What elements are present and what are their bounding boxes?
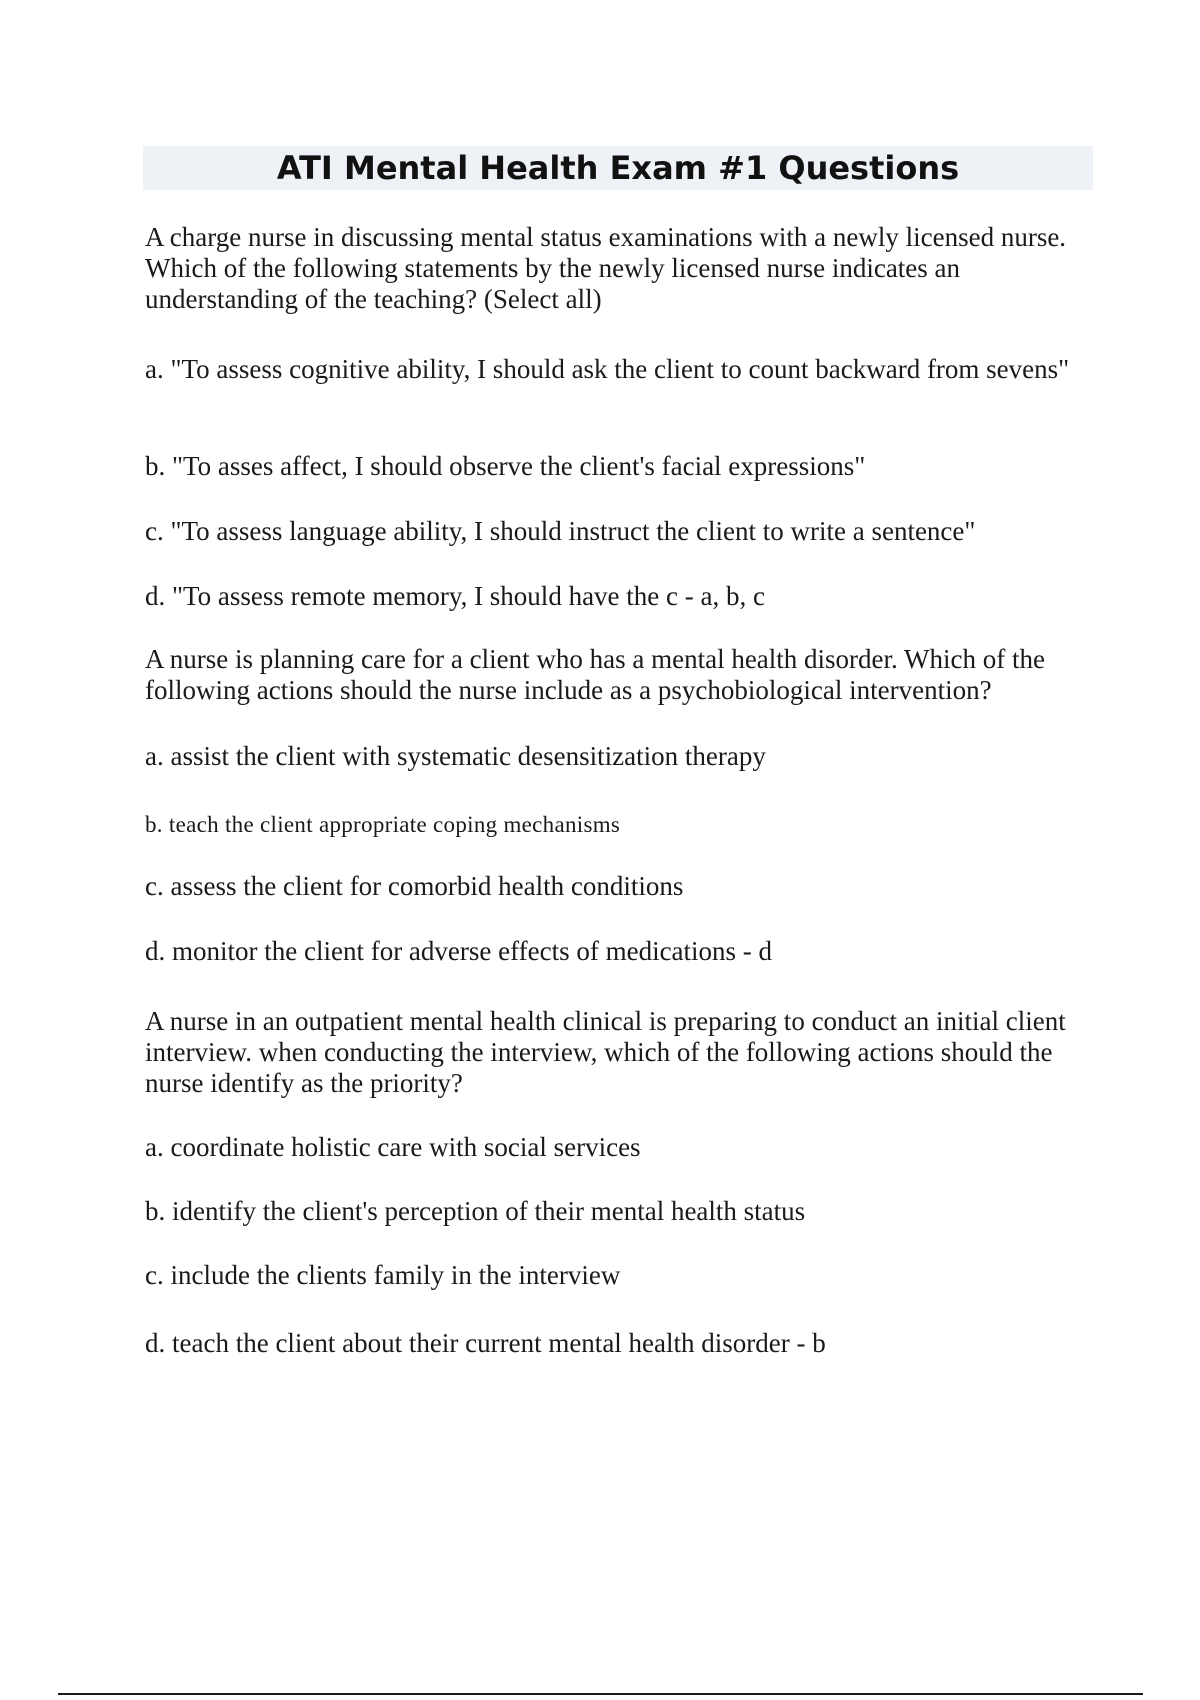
question-2-option-d: d. monitor the client for adverse effects of medications - d (145, 936, 773, 966)
question-2-option-c: c. assess the client for comorbid health conditions (145, 871, 684, 901)
question-1-option-a: a. "To assess cognitive ability, I should ask the client to count backward from sevens" (145, 354, 1070, 384)
question-3-option-c: c. include the clients family in the interview (145, 1260, 621, 1290)
question-1-option-b: b. "To asses affect, I should observe the client's facial expressions" (145, 451, 866, 481)
question-1-option-d: d. "To assess remote memory, I should have the c - a, b, c (145, 581, 765, 611)
page-title: ATI Mental Health Exam #1 Questions (276, 149, 960, 187)
question-2-option-a: a. assist the client with systematic desensitization therapy (145, 741, 766, 771)
question-1-option-c: c. "To assess language ability, I should instruct the client to write a sentence" (145, 516, 976, 546)
question-2-option-b: b. teach the client appropriate coping mechanisms (145, 812, 621, 837)
question-3-option-d: d. teach the client about their current mental health disorder - b (145, 1328, 826, 1358)
question-3-option-b: b. identify the client's perception of their mental health status (145, 1196, 806, 1226)
footer-rule (58, 1693, 1143, 1695)
question-2-stem: A nurse is planning care for a client who has a mental health disorder. Which of the following actions should the nurse include as a psychobiological intervention? (145, 644, 1045, 705)
question-1-stem: A charge nurse in discussing mental status examinations with a newly licensed nurse. Which of the following statements by the newly licensed nurse indicates an understanding of the teaching? (Select all) (145, 222, 1067, 314)
question-3-stem: A nurse in an outpatient mental health clinical is preparing to conduct an initial client interview. when conducting the interview, which of the following actions should the nurse identify as the priority? (145, 1006, 1066, 1098)
question-3-option-a: a. coordinate holistic care with social services (145, 1132, 641, 1162)
